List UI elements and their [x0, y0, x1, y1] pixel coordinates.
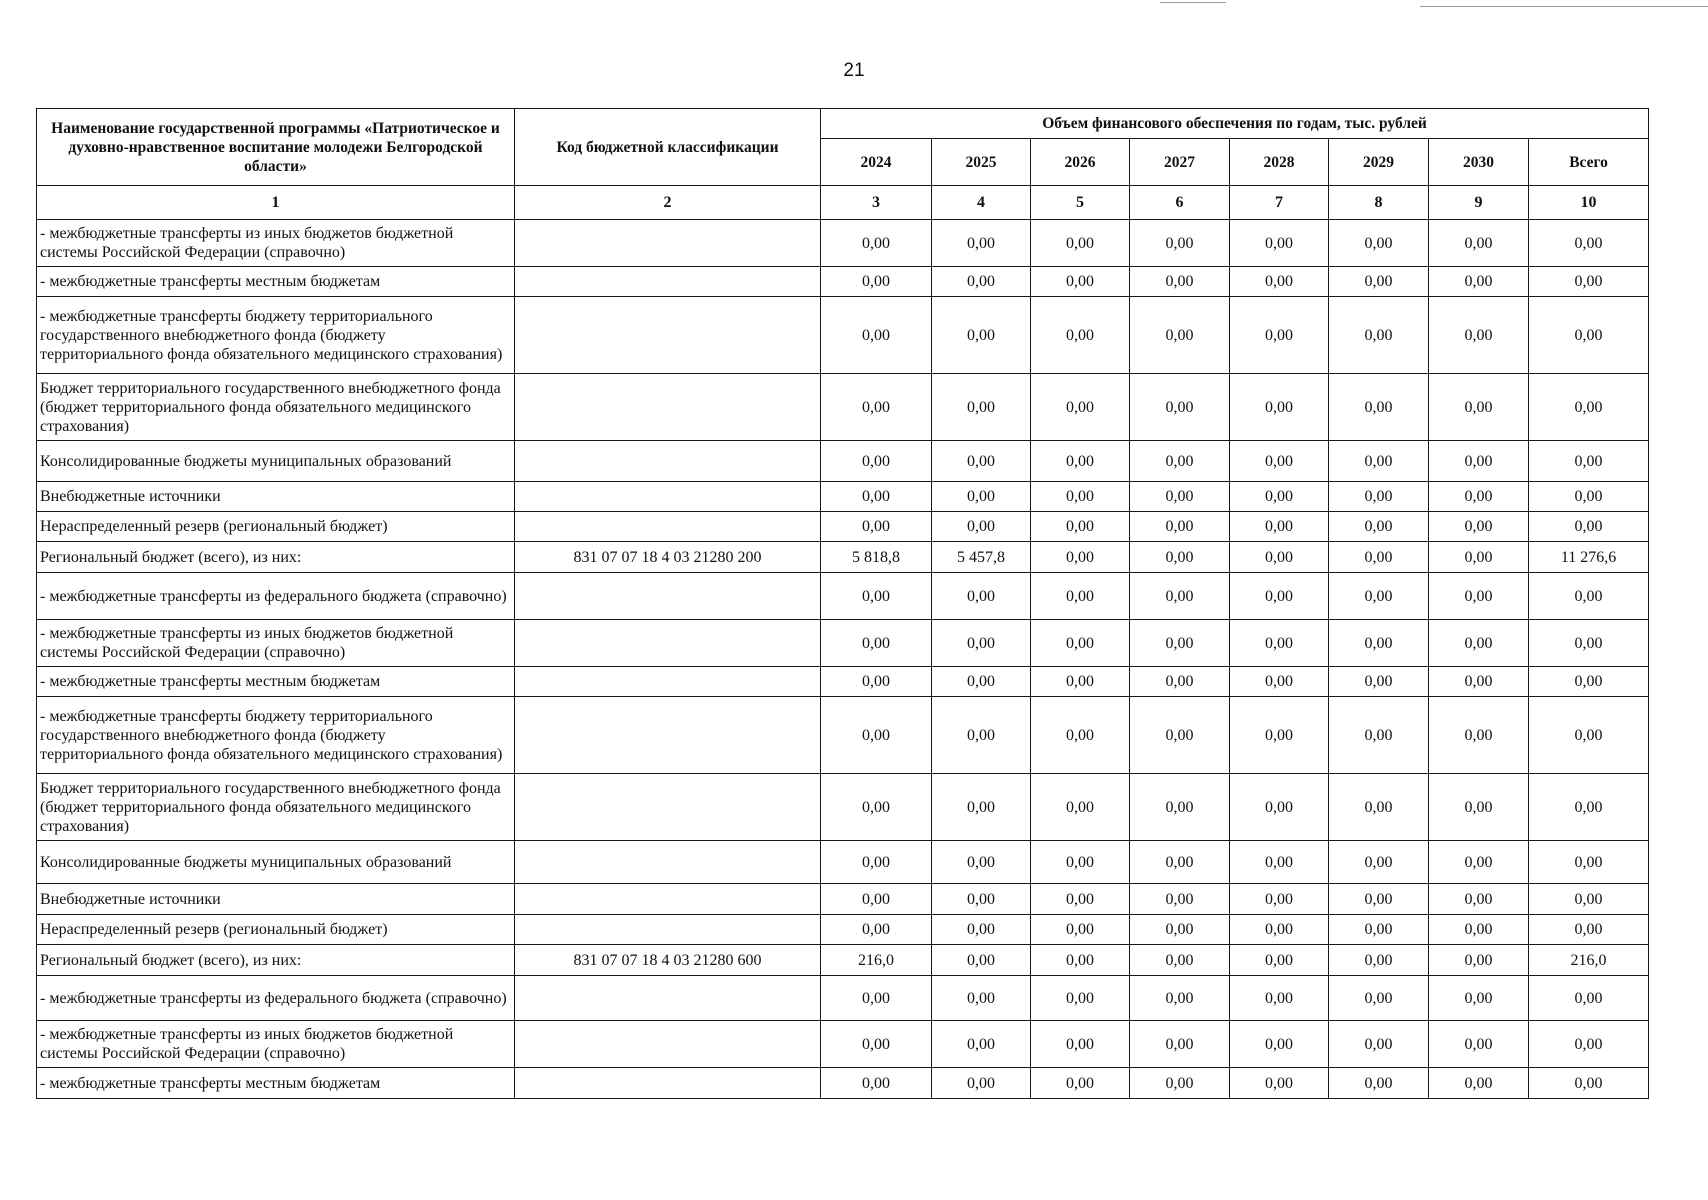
row-value-Всего: 0,00: [1529, 512, 1649, 542]
row-value-2026: 0,00: [1031, 841, 1130, 884]
row-value-Всего: 0,00: [1529, 220, 1649, 267]
row-value-2030: 0,00: [1429, 945, 1529, 976]
row-name: - межбюджетные трансферты местным бюджетам: [37, 1068, 515, 1099]
row-value-2029: 0,00: [1329, 976, 1429, 1021]
row-value-2026: 0,00: [1031, 774, 1130, 841]
table-row: [37, 667, 1649, 697]
row-value-2028: 0,00: [1230, 667, 1329, 697]
row-budget-code: [515, 374, 821, 441]
row-value-2024: 0,00: [821, 482, 932, 512]
row-value-2024: 0,00: [821, 915, 932, 945]
row-value-2027: 0,00: [1130, 482, 1230, 512]
row-value-2028: 0,00: [1230, 697, 1329, 774]
row-value-2029: 0,00: [1329, 220, 1429, 267]
row-budget-code: 831 07 07 18 4 03 21280 600: [515, 945, 821, 976]
row-value-Всего: 0,00: [1529, 297, 1649, 374]
row-value-2026: 0,00: [1031, 573, 1130, 620]
row-value-2027: 0,00: [1130, 220, 1230, 267]
row-value-2027: 0,00: [1130, 573, 1230, 620]
row-name: - межбюджетные трансферты бюджету территориального государственного внебюджетного фонда (бюджету территориального фонда обязательного медицинского страхования): [37, 297, 515, 374]
row-value-2030: 0,00: [1429, 841, 1529, 884]
row-value-2028: 0,00: [1230, 1068, 1329, 1099]
row-value-2027: 0,00: [1130, 1021, 1230, 1068]
row-name: - межбюджетные трансферты из федерального бюджета (справочно): [37, 573, 515, 620]
row-value-2024: 0,00: [821, 374, 932, 441]
header-year-1: 2025: [932, 139, 1031, 186]
row-value-2028: 0,00: [1230, 374, 1329, 441]
row-value-2029: 0,00: [1329, 667, 1429, 697]
row-value-2030: 0,00: [1429, 573, 1529, 620]
financing-table: [36, 108, 1649, 1099]
row-value-2025: 0,00: [932, 573, 1031, 620]
header-column-numbers-row: [37, 186, 1649, 220]
table-row: [37, 1068, 1649, 1099]
row-name: - межбюджетные трансферты из иных бюджетов бюджетной системы Российской Федерации (справочно): [37, 220, 515, 267]
row-value-2026: 0,00: [1031, 620, 1130, 667]
row-value-2029: 0,00: [1329, 945, 1429, 976]
header-column-number-1: 2: [515, 186, 821, 220]
row-budget-code: [515, 620, 821, 667]
row-value-2030: 0,00: [1429, 915, 1529, 945]
row-value-2024: 216,0: [821, 945, 932, 976]
header-column-number-7: 8: [1329, 186, 1429, 220]
row-name: Региональный бюджет (всего), из них:: [37, 945, 515, 976]
row-value-2025: 0,00: [932, 945, 1031, 976]
row-value-2029: 0,00: [1329, 374, 1429, 441]
header-column-number-3: 4: [932, 186, 1031, 220]
row-value-2030: 0,00: [1429, 1021, 1529, 1068]
row-name: - межбюджетные трансферты из федерального бюджета (справочно): [37, 976, 515, 1021]
row-value-2027: 0,00: [1130, 841, 1230, 884]
row-value-2025: 0,00: [932, 1068, 1031, 1099]
header-year-6: 2030: [1429, 139, 1529, 186]
row-value-2026: 0,00: [1031, 297, 1130, 374]
row-value-2028: 0,00: [1230, 573, 1329, 620]
table-row: [37, 542, 1649, 573]
table-row: [37, 976, 1649, 1021]
row-value-2028: 0,00: [1230, 884, 1329, 915]
row-value-2025: 0,00: [932, 482, 1031, 512]
row-value-2027: 0,00: [1130, 512, 1230, 542]
row-value-2030: 0,00: [1429, 482, 1529, 512]
row-name: Бюджет территориального государственного внебюджетного фонда (бюджет территориального фонда обязательного медицинского страхования): [37, 774, 515, 841]
row-value-2029: 0,00: [1329, 512, 1429, 542]
row-value-2027: 0,00: [1130, 667, 1230, 697]
row-budget-code: [515, 573, 821, 620]
row-name: - межбюджетные трансферты местным бюджетам: [37, 667, 515, 697]
row-value-2027: 0,00: [1130, 374, 1230, 441]
row-value-Всего: 0,00: [1529, 697, 1649, 774]
row-value-2026: 0,00: [1031, 1068, 1130, 1099]
header-year-2: 2026: [1031, 139, 1130, 186]
row-value-2026: 0,00: [1031, 374, 1130, 441]
row-value-2025: 0,00: [932, 915, 1031, 945]
row-value-2029: 0,00: [1329, 697, 1429, 774]
row-value-2030: 0,00: [1429, 774, 1529, 841]
row-value-2024: 0,00: [821, 573, 932, 620]
row-budget-code: [515, 976, 821, 1021]
row-value-2030: 0,00: [1429, 542, 1529, 573]
row-value-2028: 0,00: [1230, 542, 1329, 573]
row-value-2026: 0,00: [1031, 512, 1130, 542]
row-value-2027: 0,00: [1130, 774, 1230, 841]
row-value-2029: 0,00: [1329, 620, 1429, 667]
row-value-2030: 0,00: [1429, 512, 1529, 542]
row-value-2024: 5 818,8: [821, 542, 932, 573]
row-budget-code: [515, 884, 821, 915]
table-row: [37, 573, 1649, 620]
row-value-Всего: 0,00: [1529, 482, 1649, 512]
row-value-2027: 0,00: [1130, 884, 1230, 915]
row-budget-code: [515, 441, 821, 482]
table-row: [37, 297, 1649, 374]
row-value-2028: 0,00: [1230, 441, 1329, 482]
row-value-2028: 0,00: [1230, 620, 1329, 667]
row-value-2030: 0,00: [1429, 620, 1529, 667]
row-value-2027: 0,00: [1130, 1068, 1230, 1099]
row-value-2029: 0,00: [1329, 482, 1429, 512]
row-value-2026: 0,00: [1031, 667, 1130, 697]
row-name: - межбюджетные трансферты из иных бюджетов бюджетной системы Российской Федерации (справочно): [37, 620, 515, 667]
row-value-2030: 0,00: [1429, 220, 1529, 267]
row-value-2030: 0,00: [1429, 1068, 1529, 1099]
row-name: - межбюджетные трансферты местным бюджетам: [37, 267, 515, 297]
row-budget-code: [515, 697, 821, 774]
row-value-2026: 0,00: [1031, 267, 1130, 297]
row-value-2027: 0,00: [1130, 976, 1230, 1021]
row-value-Всего: 0,00: [1529, 267, 1649, 297]
row-value-2025: 0,00: [932, 374, 1031, 441]
row-value-2025: 0,00: [932, 220, 1031, 267]
row-value-2028: 0,00: [1230, 220, 1329, 267]
row-value-Всего: 0,00: [1529, 573, 1649, 620]
row-value-2024: 0,00: [821, 697, 932, 774]
row-value-2028: 0,00: [1230, 976, 1329, 1021]
row-value-2030: 0,00: [1429, 374, 1529, 441]
row-value-2029: 0,00: [1329, 884, 1429, 915]
row-value-2024: 0,00: [821, 620, 932, 667]
header-column-number-9: 10: [1529, 186, 1649, 220]
row-value-2029: 0,00: [1329, 441, 1429, 482]
row-value-Всего: 216,0: [1529, 945, 1649, 976]
row-value-Всего: 0,00: [1529, 915, 1649, 945]
row-budget-code: [515, 482, 821, 512]
row-value-2027: 0,00: [1130, 542, 1230, 573]
table-row: [37, 697, 1649, 774]
row-name: Региональный бюджет (всего), из них:: [37, 542, 515, 573]
row-value-2025: 5 457,8: [932, 542, 1031, 573]
row-value-2030: 0,00: [1429, 697, 1529, 774]
row-value-2029: 0,00: [1329, 915, 1429, 945]
table-row: [37, 220, 1649, 267]
row-budget-code: [515, 297, 821, 374]
scan-artifact-line: [1160, 2, 1226, 3]
row-value-2024: 0,00: [821, 512, 932, 542]
row-budget-code: [515, 512, 821, 542]
row-value-Всего: 0,00: [1529, 441, 1649, 482]
header-program-name: Наименование государственной программы «Патриотическое и духовно-нравственное воспитание молодежи Белгородской области»: [37, 109, 515, 186]
row-value-Всего: 11 276,6: [1529, 542, 1649, 573]
row-value-2026: 0,00: [1031, 1021, 1130, 1068]
row-name: Бюджет территориального государственного внебюджетного фонда (бюджет территориального фонда обязательного медицинского страхования): [37, 374, 515, 441]
row-value-2028: 0,00: [1230, 915, 1329, 945]
row-value-2029: 0,00: [1329, 841, 1429, 884]
row-budget-code: [515, 267, 821, 297]
row-value-2028: 0,00: [1230, 482, 1329, 512]
header-column-number-2: 3: [821, 186, 932, 220]
header-column-number-0: 1: [37, 186, 515, 220]
row-value-2027: 0,00: [1130, 620, 1230, 667]
row-value-2028: 0,00: [1230, 1021, 1329, 1068]
row-value-2028: 0,00: [1230, 267, 1329, 297]
header-year-5: 2029: [1329, 139, 1429, 186]
row-value-Всего: 0,00: [1529, 774, 1649, 841]
row-value-2029: 0,00: [1329, 1021, 1429, 1068]
row-value-Всего: 0,00: [1529, 841, 1649, 884]
row-value-2025: 0,00: [932, 441, 1031, 482]
row-budget-code: [515, 220, 821, 267]
row-value-2024: 0,00: [821, 1021, 932, 1068]
row-value-2027: 0,00: [1130, 697, 1230, 774]
row-value-2028: 0,00: [1230, 297, 1329, 374]
row-value-2027: 0,00: [1130, 441, 1230, 482]
row-value-2024: 0,00: [821, 297, 932, 374]
table-row: [37, 945, 1649, 976]
row-value-2030: 0,00: [1429, 884, 1529, 915]
row-name: Нераспределенный резерв (региональный бюджет): [37, 512, 515, 542]
row-value-Всего: 0,00: [1529, 374, 1649, 441]
row-value-2029: 0,00: [1329, 774, 1429, 841]
row-value-2025: 0,00: [932, 297, 1031, 374]
row-budget-code: [515, 667, 821, 697]
row-value-2026: 0,00: [1031, 542, 1130, 573]
row-budget-code: [515, 841, 821, 884]
row-value-2026: 0,00: [1031, 945, 1130, 976]
row-value-2024: 0,00: [821, 220, 932, 267]
row-value-2027: 0,00: [1130, 915, 1230, 945]
row-value-2027: 0,00: [1130, 945, 1230, 976]
row-value-Всего: 0,00: [1529, 1068, 1649, 1099]
row-value-2029: 0,00: [1329, 542, 1429, 573]
table-row: [37, 1021, 1649, 1068]
table-row: [37, 267, 1649, 297]
table-body: [37, 220, 1649, 1099]
row-value-2029: 0,00: [1329, 1068, 1429, 1099]
row-name: - межбюджетные трансферты из иных бюджетов бюджетной системы Российской Федерации (справочно): [37, 1021, 515, 1068]
row-name: Консолидированные бюджеты муниципальных образований: [37, 841, 515, 884]
row-value-2029: 0,00: [1329, 573, 1429, 620]
row-value-2024: 0,00: [821, 774, 932, 841]
header-year-4: 2028: [1230, 139, 1329, 186]
header-column-number-4: 5: [1031, 186, 1130, 220]
row-value-2028: 0,00: [1230, 945, 1329, 976]
row-value-2024: 0,00: [821, 1068, 932, 1099]
header-budget-code: Код бюджетной классификации: [515, 109, 821, 186]
row-value-2030: 0,00: [1429, 976, 1529, 1021]
row-name: Внебюджетные источники: [37, 884, 515, 915]
header-column-number-8: 9: [1429, 186, 1529, 220]
row-budget-code: 831 07 07 18 4 03 21280 200: [515, 542, 821, 573]
page-number: 21: [843, 60, 865, 81]
row-value-2024: 0,00: [821, 841, 932, 884]
row-value-2024: 0,00: [821, 267, 932, 297]
header-year-0: 2024: [821, 139, 932, 186]
row-value-2026: 0,00: [1031, 697, 1130, 774]
row-value-2026: 0,00: [1031, 976, 1130, 1021]
row-value-2028: 0,00: [1230, 512, 1329, 542]
row-value-2025: 0,00: [932, 976, 1031, 1021]
row-value-Всего: 0,00: [1529, 1021, 1649, 1068]
row-value-Всего: 0,00: [1529, 667, 1649, 697]
table-row: [37, 512, 1649, 542]
header-financing-group: Объем финансового обеспечения по годам, тыс. рублей: [821, 109, 1649, 139]
table-row: [37, 374, 1649, 441]
row-value-2030: 0,00: [1429, 297, 1529, 374]
row-value-2025: 0,00: [932, 1021, 1031, 1068]
row-name: Консолидированные бюджеты муниципальных образований: [37, 441, 515, 482]
table-row: [37, 884, 1649, 915]
row-value-2025: 0,00: [932, 267, 1031, 297]
row-value-Всего: 0,00: [1529, 620, 1649, 667]
row-value-2024: 0,00: [821, 441, 932, 482]
row-value-2027: 0,00: [1130, 297, 1230, 374]
row-value-2030: 0,00: [1429, 667, 1529, 697]
table-row: [37, 441, 1649, 482]
row-value-2026: 0,00: [1031, 220, 1130, 267]
table-row: [37, 482, 1649, 512]
row-value-2026: 0,00: [1031, 482, 1130, 512]
row-value-2030: 0,00: [1429, 267, 1529, 297]
row-value-2029: 0,00: [1329, 297, 1429, 374]
row-value-2025: 0,00: [932, 667, 1031, 697]
header-year-3: 2027: [1130, 139, 1230, 186]
row-value-Всего: 0,00: [1529, 976, 1649, 1021]
row-value-2025: 0,00: [932, 697, 1031, 774]
row-budget-code: [515, 1021, 821, 1068]
table-row: [37, 915, 1649, 945]
row-value-2024: 0,00: [821, 884, 932, 915]
row-value-2028: 0,00: [1230, 841, 1329, 884]
row-value-2025: 0,00: [932, 620, 1031, 667]
row-budget-code: [515, 915, 821, 945]
row-value-2029: 0,00: [1329, 267, 1429, 297]
row-value-2030: 0,00: [1429, 441, 1529, 482]
row-value-2025: 0,00: [932, 774, 1031, 841]
row-value-2024: 0,00: [821, 667, 932, 697]
row-name: Внебюджетные источники: [37, 482, 515, 512]
row-value-2024: 0,00: [821, 976, 932, 1021]
header-year-7: Всего: [1529, 139, 1649, 186]
row-value-2027: 0,00: [1130, 267, 1230, 297]
row-value-2025: 0,00: [932, 884, 1031, 915]
row-value-2025: 0,00: [932, 512, 1031, 542]
row-budget-code: [515, 774, 821, 841]
table-row: [37, 620, 1649, 667]
row-value-2025: 0,00: [932, 841, 1031, 884]
table-row: [37, 774, 1649, 841]
row-value-2026: 0,00: [1031, 441, 1130, 482]
header-column-number-6: 7: [1230, 186, 1329, 220]
header-column-number-5: 6: [1130, 186, 1230, 220]
row-value-Всего: 0,00: [1529, 884, 1649, 915]
row-value-2028: 0,00: [1230, 774, 1329, 841]
row-name: Нераспределенный резерв (региональный бюджет): [37, 915, 515, 945]
row-value-2026: 0,00: [1031, 915, 1130, 945]
scan-artifact-line: [1420, 6, 1708, 7]
row-budget-code: [515, 1068, 821, 1099]
table-row: [37, 841, 1649, 884]
row-value-2026: 0,00: [1031, 884, 1130, 915]
row-name: - межбюджетные трансферты бюджету территориального государственного внебюджетного фонда (бюджету территориального фонда обязательного медицинского страхования): [37, 697, 515, 774]
